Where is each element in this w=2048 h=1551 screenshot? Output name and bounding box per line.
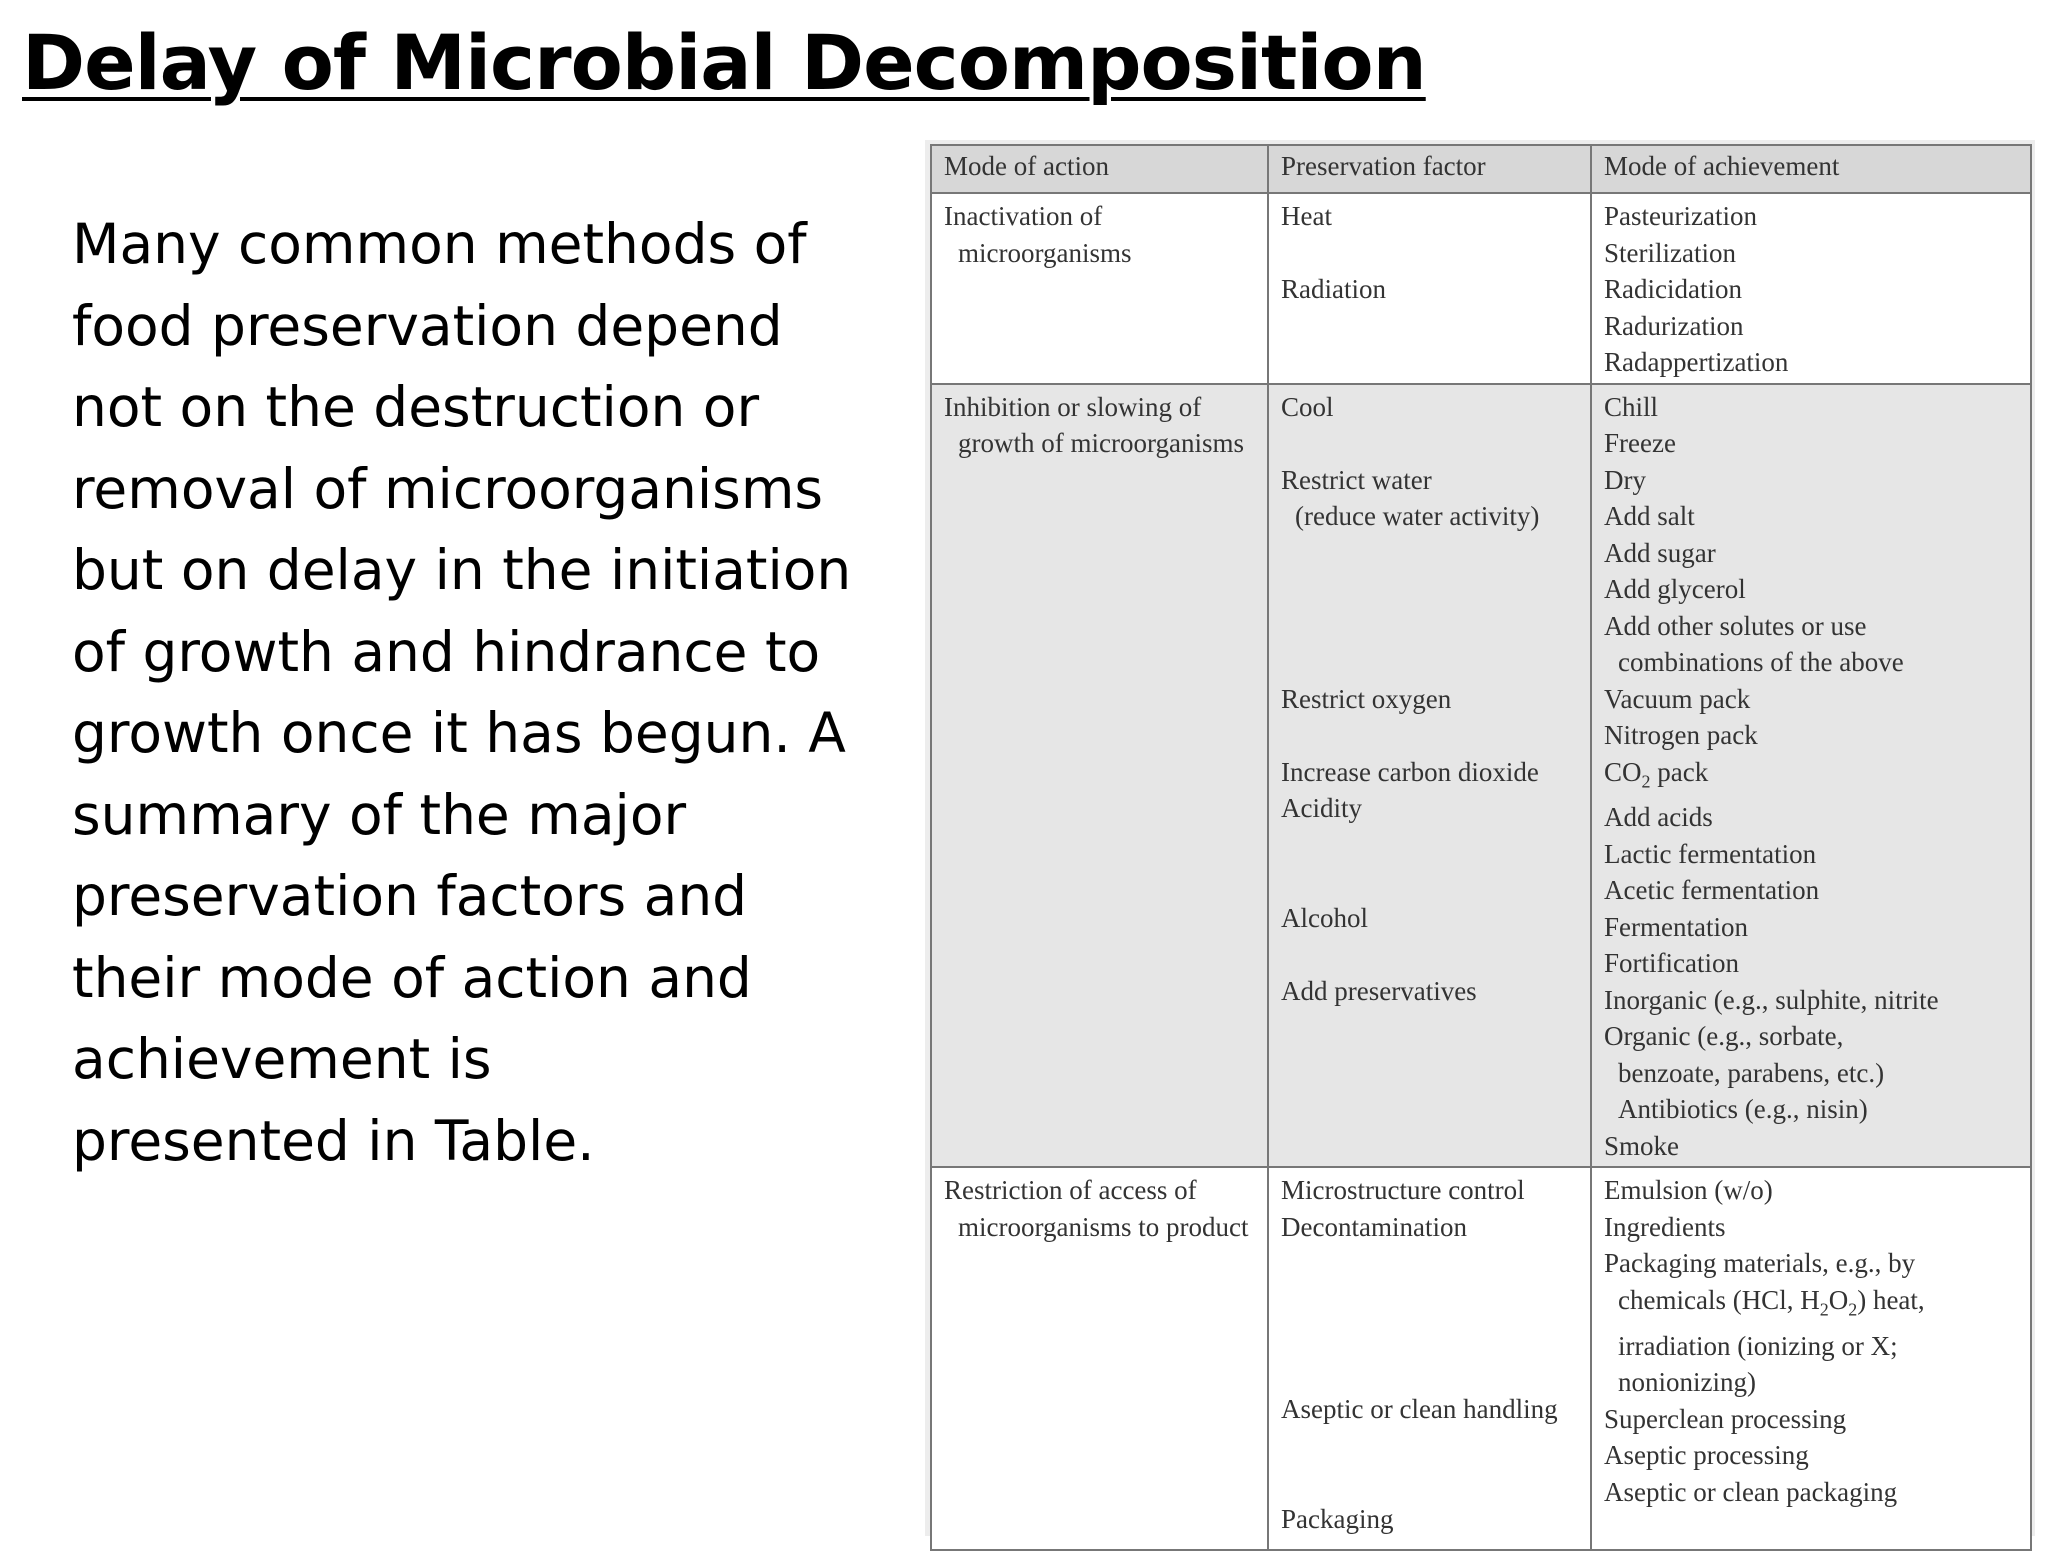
body-line: not on the destruction or: [72, 375, 760, 439]
cell-mode: Inhibition or slowing of growth of microorganisms: [931, 384, 1268, 1168]
cell-factor: Microstructure control Decontamination Aseptic or clean handling Packaging: [1268, 1167, 1591, 1549]
page-title: Delay of Microbial Decomposition: [22, 18, 1426, 107]
table-row-inhibition: [931, 384, 2031, 1168]
cell-achievement: Emulsion (w/o) Ingredients Packaging materials, e.g., by chemicals (HCl, $H_2O_2$) heat, irradiation (ionizing or X; nonionizing) Superclean processing Aseptic processing Aseptic or clean packaging: [1591, 1167, 2031, 1549]
header-mode-of-achievement: Mode of achievement: [1591, 145, 2031, 193]
body-line: achievement is: [72, 1027, 492, 1091]
cell-factor: Cool Restrict water (reduce water activity) Restrict oxygen Increase carbon dioxide Acidity Alcohol Add preservatives: [1268, 384, 1591, 1168]
body-line: Many common methods of: [72, 212, 807, 276]
header-mode-of-action: Mode of action: [931, 145, 1268, 193]
header-preservation-factor: Preservation factor: [1268, 145, 1591, 193]
table-row-restriction: [931, 1167, 2031, 1549]
body-line: preservation factors and: [72, 864, 748, 928]
body-line: their mode of action and: [72, 945, 752, 1010]
preservation-table-image: [925, 140, 2035, 1536]
body-line: presented in Table.: [72, 1108, 595, 1173]
cell-factor: Heat Radiation: [1268, 193, 1591, 384]
preservation-table: [930, 144, 2032, 1551]
cell-achievement: Pasteurization Sterilization Radicidation Radurization Radappertization: [1591, 193, 2031, 384]
body-paragraph: [72, 204, 892, 1182]
cell-achievement: Chill Freeze Dry Add salt Add sugar Add glycerol Add other solutes or use combinations of the above Vacuum pack Nitrogen pack $CO_2$ pack Add acids Lactic fermentation Acetic fermentation Fermentation Fortification Inorganic (e.g., sulphite, nitrite Organic (e.g., sorbate, benzoate, parabens, etc.) Antibiotics (e.g., nisin) Smoke: [1591, 384, 2031, 1168]
table-row-inactivation: [931, 193, 2031, 384]
body-line: removal of microorganisms: [72, 456, 824, 521]
cell-mode: Inactivation of microorganisms: [931, 193, 1268, 384]
table-header-row: [931, 145, 2031, 193]
body-line: growth once it has begun. A: [72, 701, 846, 765]
cell-mode: Restriction of access of microorganisms to product: [931, 1167, 1268, 1549]
body-line: summary of the major: [72, 782, 687, 847]
body-line: food preservation depend: [72, 293, 783, 358]
body-line: but on delay in the initiation: [72, 538, 852, 602]
body-line: of growth and hindrance to: [72, 619, 821, 684]
